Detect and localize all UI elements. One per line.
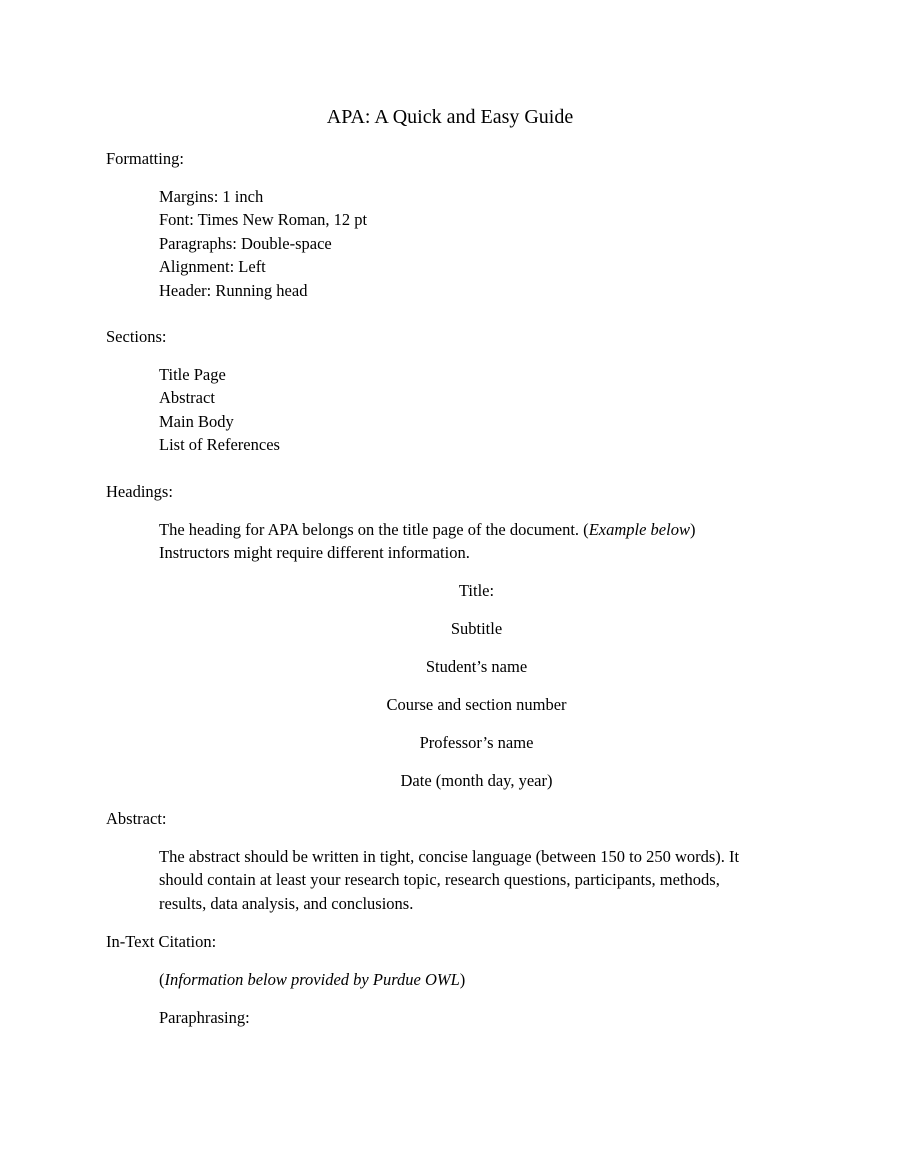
citation-note-italic: Information below provided by Purdue OWL: [164, 970, 460, 989]
in-text-citation-heading: In-Text Citation:: [106, 932, 217, 951]
formatting-item-font: Font: Times New Roman, 12 pt: [159, 210, 368, 229]
sections-heading: Sections:: [106, 327, 167, 346]
title-block-course: Course and section number: [386, 695, 567, 714]
headings-paragraph-line-2: Instructors might require different information.: [159, 543, 470, 562]
headings-paragraph-line-1: [159, 518, 695, 542]
formatting-heading: Formatting:: [106, 149, 184, 168]
citation-note-open: (: [159, 970, 165, 989]
formatting-item-paragraphs: Paragraphs: Double-space: [159, 234, 332, 253]
formatting-item-header: Header: Running head: [159, 281, 308, 300]
sections-item-title-page: Title Page: [159, 365, 226, 384]
sections-item-abstract: Abstract: [159, 388, 215, 407]
title-block-date: Date (month day, year): [400, 771, 553, 790]
paraphrasing-label: Paraphrasing:: [159, 1008, 250, 1027]
title-block-title: Title:: [458, 581, 495, 600]
title-block-professor: Professor’s name: [419, 733, 534, 752]
headings-line1-close: ): [689, 520, 696, 539]
abstract-line-1: The abstract should be written in tight, concise language (between 150 to 250 words). It: [159, 847, 740, 866]
citation-note-close: ): [459, 970, 466, 989]
headings-line1-text: The heading for APA belongs on the title page of the document. (: [159, 520, 589, 539]
formatting-item-alignment: Alignment: Left: [159, 257, 266, 276]
citation-source-note: [159, 968, 465, 992]
sections-item-references: List of References: [159, 435, 280, 454]
headings-heading: Headings:: [106, 482, 173, 501]
title-block-student-name: Student’s name: [425, 657, 528, 676]
abstract-line-3: results, data analysis, and conclusions.: [159, 894, 414, 913]
abstract-line-2: should contain at least your research topic, research questions, participants, methods,: [159, 870, 720, 889]
formatting-item-margins: Margins: 1 inch: [159, 187, 264, 206]
sections-item-main-body: Main Body: [159, 412, 234, 431]
example-below-italic: Example below: [588, 520, 690, 539]
title-block-subtitle: Subtitle: [450, 619, 503, 638]
document-title: APA: A Quick and Easy Guide: [326, 106, 574, 128]
abstract-heading: Abstract:: [106, 809, 167, 828]
